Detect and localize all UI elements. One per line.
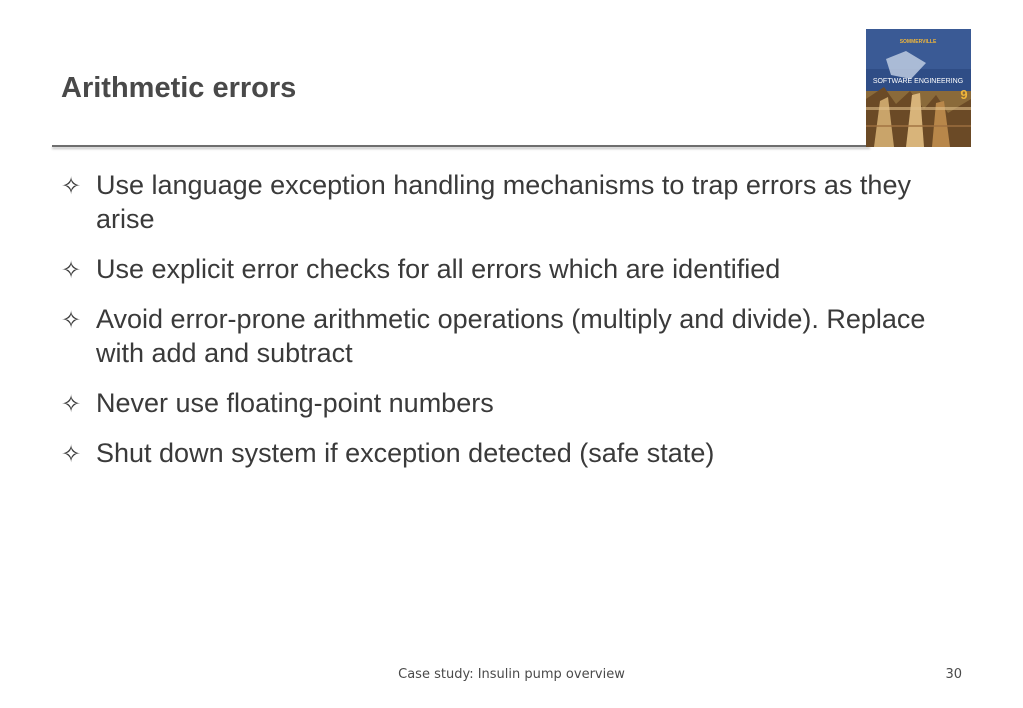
four-pointed-star-icon: ✧ — [61, 172, 82, 200]
bullet-item — [61, 386, 961, 420]
title-divider — [52, 145, 870, 147]
bullet-text: Never use floating-point numbers — [96, 388, 494, 418]
bullet-text: Avoid error-prone arithmetic operations (multiply and divide). Replace with add and subtract — [96, 304, 926, 368]
slide-title: Arithmetic errors — [61, 72, 297, 104]
cover-edition: 9 — [960, 87, 968, 102]
cover-book-title: SOFTWARE ENGINEERING — [872, 78, 964, 85]
bullet-text: Shut down system if exception detected (safe state) — [96, 438, 715, 468]
book-cover-art — [866, 29, 971, 147]
bullet-item — [61, 252, 961, 286]
four-pointed-star-icon: ✧ — [61, 256, 82, 284]
bullet-text: Use language exception handling mechanisms to trap errors as they arise — [96, 170, 911, 234]
bullet-item — [61, 436, 961, 470]
book-cover-image — [866, 29, 971, 147]
cover-author: SOMMERVILLE — [899, 39, 937, 45]
four-pointed-star-icon: ✧ — [61, 390, 82, 418]
page-number: 30 — [945, 667, 962, 682]
bullet-list — [61, 168, 961, 486]
four-pointed-star-icon: ✧ — [61, 306, 82, 334]
footer-caption: Case study: Insulin pump overview — [398, 667, 625, 682]
bullet-item — [61, 302, 961, 370]
four-pointed-star-icon: ✧ — [61, 440, 82, 468]
bullet-text: Use explicit error checks for all errors which are identified — [96, 254, 781, 284]
bullet-item — [61, 168, 961, 236]
